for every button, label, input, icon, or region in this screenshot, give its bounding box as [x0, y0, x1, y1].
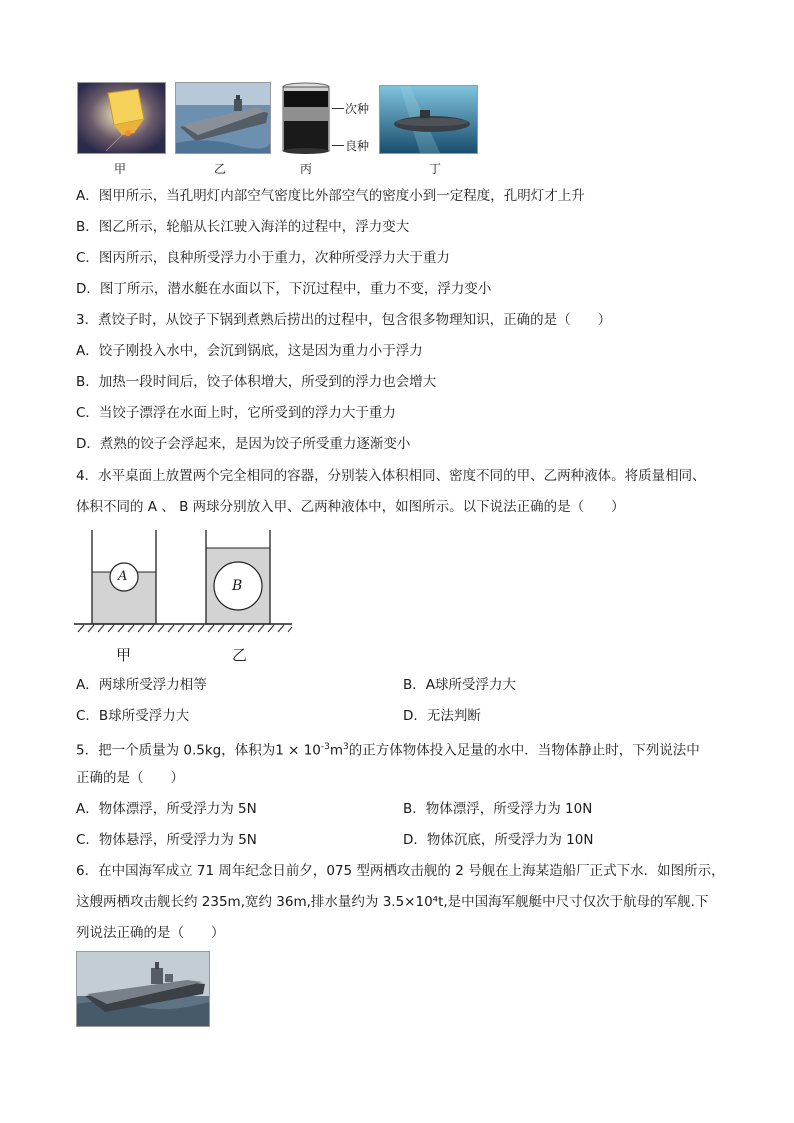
- q4-option-a: A．两球所受浮力相等: [76, 677, 207, 693]
- q2-option-a: A．图甲所示，当孔明灯内部空气密度比外部空气的密度小到一定程度，孔明灯才上升: [76, 188, 585, 204]
- q2-option-c: C．图丙所示，良种所受浮力小于重力，次种所受浮力大于重力: [76, 250, 450, 266]
- seed-jar-image: [280, 81, 332, 155]
- q4-stem-line1: 4．水平桌面上放置两个完全相同的容器，分别装入体积相同、密度不同的甲、乙两种液体。将质量相同、: [76, 468, 706, 484]
- caption-ding: 丁: [428, 162, 441, 176]
- q5-stem-post: 的正方体物体投入足量的水中．当物体静止时，下列说法中: [348, 742, 700, 759]
- q5-unit: m: [329, 742, 344, 759]
- amphibious-assault-ship-image: [76, 951, 210, 1027]
- q3-option-c: C．当饺子漂浮在水面上时，它所受到的浮力大于重力: [76, 405, 396, 421]
- q3-stem: 3．煮饺子时，从饺子下锅到煮熟后捞出的过程中，包含很多物理知识，正确的是（ ）: [76, 312, 612, 328]
- q5-option-a: A．物体漂浮，所受浮力为 5N: [76, 801, 257, 817]
- q5-stem-line2: 正确的是（ ）: [76, 770, 184, 786]
- jar-label-line-lower: [332, 145, 344, 146]
- jar-label-lower: 良种: [345, 139, 370, 153]
- q4-option-d: D．无法判断: [403, 708, 481, 724]
- q6-stem-line3: 列说法正确的是（ ）: [76, 925, 225, 941]
- jar-label-upper: 次种: [345, 102, 370, 116]
- q5-stem-pre: 5．把一个质量为 0.5kg，体积为1 × 10: [76, 742, 321, 759]
- q2-option-b: B．图乙所示，轮船从长江驶入海洋的过程中，浮力变大: [76, 219, 410, 235]
- q3-option-a: A．饺子刚投入水中，会沉到锅底，这是因为重力小于浮力: [76, 343, 423, 359]
- q5-exponent-unit: 3: [343, 742, 349, 752]
- caption-bing: 丙: [299, 162, 312, 176]
- ball-a-label: A: [118, 569, 128, 584]
- q5-option-d: D．物体沉底，所受浮力为 10N: [403, 832, 594, 848]
- container-label-yi: 乙: [232, 646, 248, 664]
- q5-option-c: C．物体悬浮，所受浮力为 5N: [76, 832, 257, 848]
- container-label-jia: 甲: [116, 646, 132, 664]
- q4-option-b: B．A球所受浮力大: [403, 677, 516, 693]
- q3-option-d: D．煮熟的饺子会浮起来，是因为饺子所受重力逐渐变小: [76, 436, 411, 452]
- aircraft-carrier-image: [175, 82, 271, 154]
- q6-stem-line1: 6．在中国海军成立 71 周年纪念日前夕，075 型两栖攻击舰的 2 号舰在上海某造船厂正式下水．如图所示，: [76, 863, 725, 879]
- q2-option-d: D．图丁所示，潜水艇在水面以下，下沉过程中，重力不变，浮力变小: [76, 281, 492, 297]
- q5-option-b: B．物体漂浮，所受浮力为 10N: [403, 801, 593, 817]
- q3-option-b: B．加热一段时间后，饺子体积增大，所受到的浮力也会增大: [76, 374, 437, 390]
- containers-diagram: [74, 528, 294, 663]
- caption-jia: 甲: [113, 162, 126, 176]
- q5-exponent: -3: [320, 742, 330, 752]
- q4-stem-line2: 体积不同的 A 、 B 两球分别放入甲、乙两种液体中，如图所示。以下说法正确的是（ ）: [76, 499, 625, 515]
- caption-yi: 乙: [213, 162, 226, 176]
- ball-b-label: B: [232, 578, 243, 594]
- q6-stem-line2: 这艘两栖攻击舰长约 235m,宽约 36m,排水量约为 3.5×10⁴t,是中国海军舰艇中尺寸仅次于航母的军舰.下: [76, 894, 709, 910]
- sky-lantern-image: [77, 82, 166, 154]
- jar-label-line-upper: [332, 108, 344, 109]
- q4-option-c: C．B球所受浮力大: [76, 708, 190, 724]
- submarine-image: [379, 85, 478, 154]
- q5-stem-line1: [76, 737, 700, 761]
